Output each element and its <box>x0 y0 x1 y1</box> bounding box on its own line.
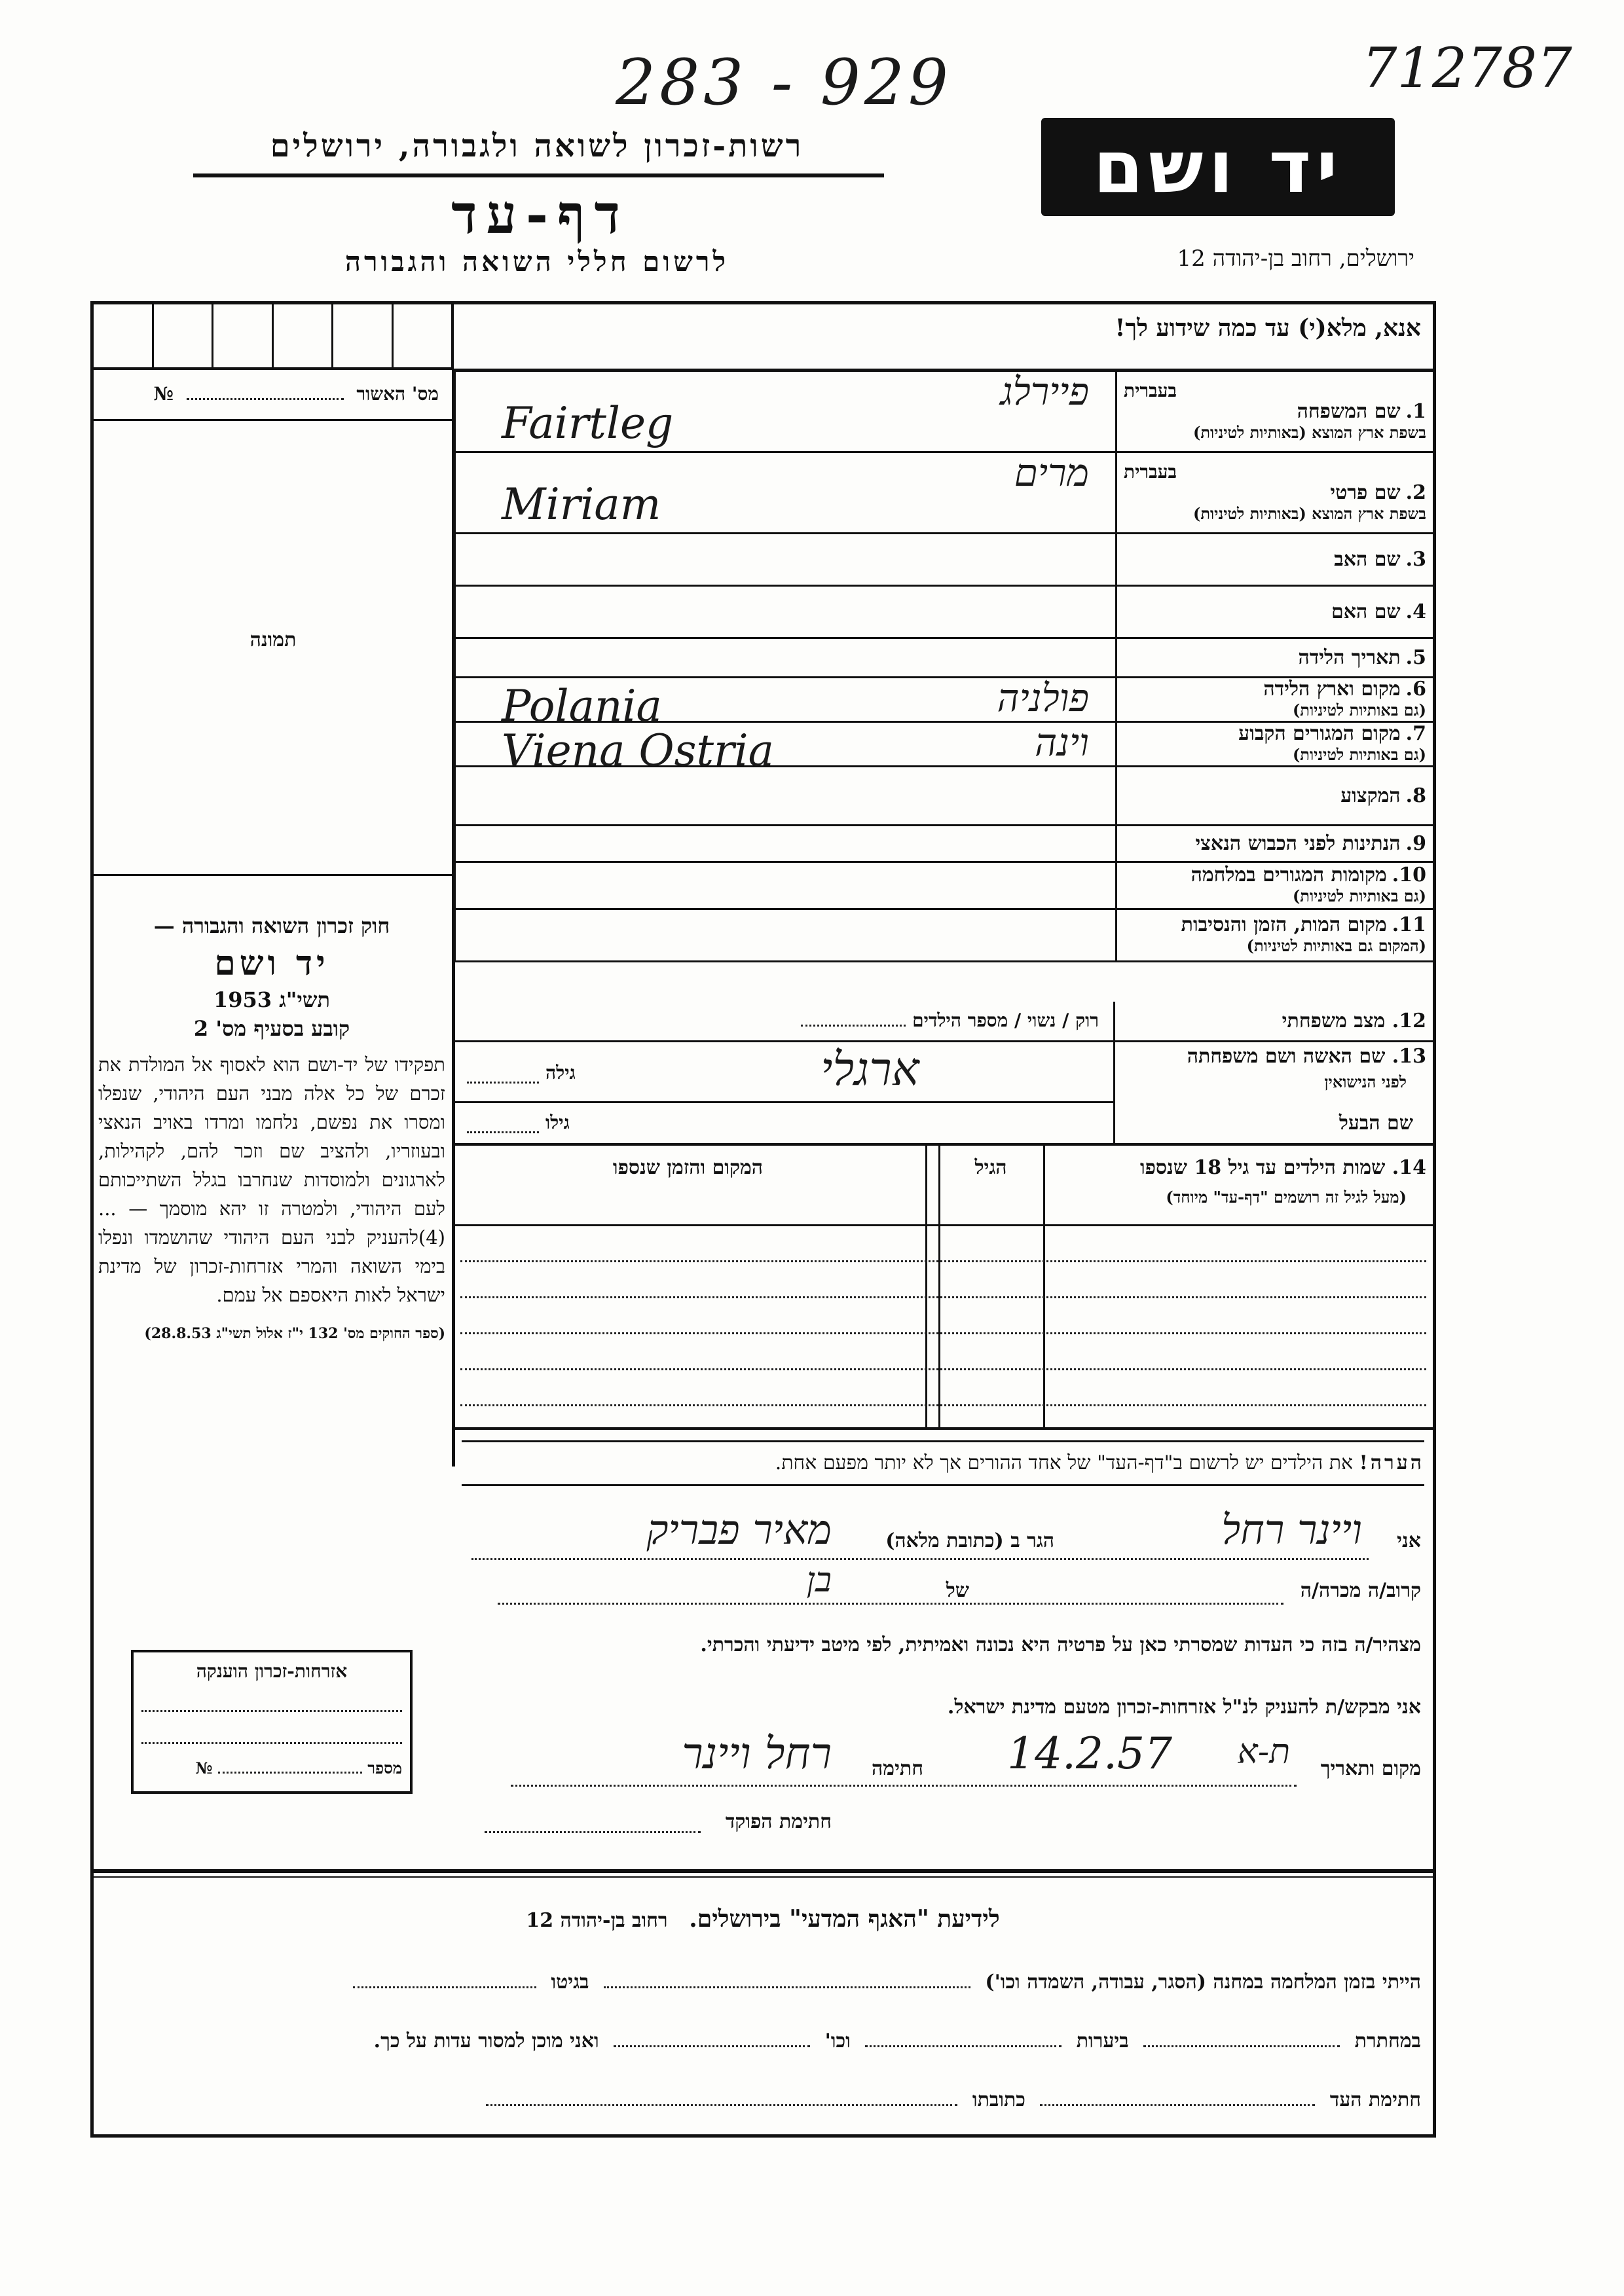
field-7-label-cell <box>1116 722 1434 767</box>
citizenship-number-field[interactable] <box>218 1772 362 1774</box>
field-10-num: 10. <box>1392 863 1426 886</box>
officer-signature-field[interactable] <box>485 1831 701 1833</box>
field-11-label-cell <box>1116 909 1434 962</box>
field-6-value-cell[interactable] <box>455 676 1116 731</box>
marital-status-options[interactable]: רוק / נשוי / מספר הילדים <box>912 1010 1099 1031</box>
field-2-value-hebrew[interactable]: מרים <box>1014 450 1089 495</box>
note-box <box>462 1440 1424 1486</box>
signature-label: חתימה <box>872 1757 923 1780</box>
field-row-3 <box>455 534 1434 586</box>
child-row-4[interactable] <box>460 1368 1426 1370</box>
field-row-9 <box>455 826 1434 862</box>
footer-witness-address-field[interactable] <box>486 2104 957 2106</box>
footer-divider-2 <box>94 1876 1433 1878</box>
field-3-value-cell[interactable] <box>455 534 1116 586</box>
field-10-sub: (גם באותיות לטיניות) <box>1292 886 1426 905</box>
date-value[interactable]: 14.2.57 <box>1007 1728 1172 1779</box>
field-9-label: הנתינות לפני הכבוש הנאצי <box>1195 831 1401 855</box>
children-bottom-line <box>454 1427 1433 1430</box>
children-col-line-3 <box>1043 1146 1045 1427</box>
field-11-sub: (המקום גם באותיות לטיניות) <box>1246 936 1426 955</box>
approval-number-field[interactable] <box>187 398 344 400</box>
field-5-label-cell <box>1116 638 1434 678</box>
field-row-6 <box>455 678 1434 722</box>
photo-label: תמונה <box>249 629 297 651</box>
field-2-label: שם פרטי <box>1330 481 1401 504</box>
yad-vashem-logo <box>1041 118 1395 216</box>
declaration-line-1 <box>471 1506 1421 1565</box>
fields-table <box>454 370 1435 962</box>
children-age-col: הגיל <box>974 1156 1007 1179</box>
field-10-label: מקומות המגורים במלחמה <box>1190 863 1387 886</box>
husband-row <box>454 1105 1433 1146</box>
citizenship-box <box>131 1650 413 1794</box>
child-row-5[interactable] <box>460 1404 1426 1406</box>
field-7-sub: (גם באותיות לטיניות) <box>1292 744 1426 764</box>
field-12-label: מצב משפחתי <box>1282 1010 1386 1032</box>
law-section: קובע בסעיף מס' 2 <box>193 1016 350 1041</box>
row-13-underline <box>454 1101 1115 1103</box>
footer-camp-field[interactable] <box>604 1986 970 1988</box>
footer-etc-label: וכו' <box>824 2030 851 2052</box>
field-1-label: שם המשפחה <box>1297 399 1401 423</box>
decl-address-label: הגר ב (כתובת מלאה) <box>885 1529 1054 1552</box>
footer-underground-field[interactable] <box>1143 2045 1340 2047</box>
field-2-value-cell[interactable] <box>455 452 1116 534</box>
citizenship-no-mark: № <box>195 1758 213 1777</box>
field-9-value-cell[interactable] <box>455 826 1116 862</box>
law-block <box>98 913 445 1342</box>
footer-witness-address-label: כתובתו <box>972 2088 1025 2111</box>
children-col-line-2 <box>925 1146 927 1427</box>
field-1-sub: בשפת ארץ המוצא (באותיות לטיניות) <box>1193 422 1426 442</box>
field-7-value-cell[interactable] <box>455 720 1116 776</box>
approval-row <box>111 383 439 405</box>
row-13 <box>454 1042 1433 1101</box>
field-14-num: 14. <box>1392 1156 1426 1179</box>
footer-forests-label: ביערות <box>1076 2030 1129 2052</box>
field-8-num: 8. <box>1405 784 1426 807</box>
decl-prefix: אני <box>1397 1529 1421 1552</box>
law-name: יד ושם <box>214 943 329 983</box>
footer-witness-signature-field[interactable] <box>1040 2104 1315 2106</box>
declarant-name[interactable]: ויינר רחל <box>1221 1506 1362 1554</box>
note-text: את הילדים יש לרשום ב"דף-העד" של אחד ההורים אך לא יותר מפעם אחת. <box>775 1451 1354 1474</box>
field-9-label-cell <box>1116 826 1434 862</box>
field-5-value-cell[interactable] <box>455 638 1116 678</box>
field-1-num: 1. <box>1405 399 1426 423</box>
children-col-line-1 <box>938 1146 940 1427</box>
logo-text: יד ושם <box>1093 125 1343 209</box>
field-3-num: 3. <box>1405 547 1426 571</box>
header-address: ירושלים, רחוב בן-יהודה 12 <box>1177 246 1414 272</box>
field-4-num: 4. <box>1405 600 1426 623</box>
footer-title: לידיעת "האגף המדעי" בירושלים. <box>689 1905 1000 1933</box>
citizenship-line-2[interactable] <box>141 1715 402 1744</box>
child-row-2[interactable] <box>460 1296 1426 1298</box>
field-7-num: 7. <box>1405 721 1426 745</box>
footer-title-row <box>105 1905 1421 1933</box>
field-1-value-cell[interactable] <box>455 371 1116 452</box>
photo-box-separator <box>94 419 452 421</box>
children-header-line <box>454 1224 1433 1226</box>
law-title: חוק זכרון השואה והגבורה — <box>153 913 390 938</box>
field-2-sub: בשפת ארץ המוצא (באותיות לטיניות) <box>1193 503 1426 523</box>
field-12-num: 12. <box>1392 1010 1426 1032</box>
field-3-label-cell <box>1116 534 1434 586</box>
field-13-value[interactable]: ארגלי <box>821 1042 919 1096</box>
authority-name: רשות-זכרון לשואה ולגבורה, ירושלים <box>270 128 804 164</box>
footer-testimony-text: ואני מוכן למסור עדות על כך. <box>373 2030 599 2052</box>
field-11-num: 11. <box>1392 913 1426 936</box>
footer-line-2 <box>105 2030 1421 2052</box>
footer-forests-field[interactable] <box>865 2045 1061 2047</box>
field-5-num: 5. <box>1405 646 1426 669</box>
field-10-value-cell[interactable] <box>455 862 1116 909</box>
children-section <box>454 1146 1433 1427</box>
archive-number-right: 712787 <box>1362 36 1572 100</box>
citizenship-line-1[interactable] <box>141 1683 402 1712</box>
law-publication: (ספר החוקים מס' 132 י"ז אלול תשי"ג 28.8.53) <box>144 1325 445 1342</box>
field-1-label-cell <box>1116 371 1434 452</box>
footer-witness-signature-label: חתימת העד <box>1329 2088 1421 2111</box>
field-14-sub: (מעל לגיל זה רושמים "דף-עד" מיוחד) <box>1166 1188 1407 1207</box>
field-row-1 <box>455 371 1434 412</box>
footer-ghetto-field[interactable] <box>353 1986 536 1988</box>
children-count-field[interactable] <box>801 1025 906 1027</box>
officer-signature-label: חתימת הפוקד <box>725 1810 832 1833</box>
declarant-address[interactable]: מאיר פבריק <box>646 1506 832 1554</box>
field-1-value-hebrew[interactable]: פיירלג <box>1000 369 1089 414</box>
field-2-label-cell <box>1116 452 1434 534</box>
declaration-line-2 <box>471 1561 1421 1611</box>
law-text: תפקידו של יד-ושם הוא לאסוף אל המולדת את זכרם של כל אלה מבני העם היהודי, שנפלו ומסרו את נפשם, נלחמו ומרדו באויב הנאצי ובעוזריו, ולהציב שם וזכר להם, לקהילות, לארגונים ולמוסדות שנחרבו בגלל השתייכותם לעם היהודי, ולמטרה זו יהא מוסמך — ...(4)להעניק לבני העם היהודי שהושמדו ונפלו בימי השואה והמרי אזרחות-זכרון של מדינת ישראל לאות היאספם אל עמם. <box>98 1053 445 1306</box>
field-6-value-latin[interactable]: Polania <box>502 681 662 731</box>
footer-camp-text: הייתי בזמן המלחמה במחנה (הסגר, עבודה, השמדה וכו') <box>985 1971 1421 1994</box>
field-4-label-cell <box>1116 586 1434 638</box>
field-13-label: שם האשה ושם משפחתה <box>1187 1045 1386 1068</box>
field-8-value-cell[interactable] <box>455 767 1116 826</box>
form-title: דף-עד <box>451 183 629 246</box>
approval-no-mark: № <box>153 383 174 405</box>
field-row-8 <box>455 767 1434 826</box>
field-6-value-hebrew[interactable]: פולניה <box>997 676 1089 720</box>
approval-label: מס' האשור <box>356 383 439 405</box>
officer-signature-row <box>471 1810 1421 1843</box>
footer-divider <box>94 1869 1433 1873</box>
field-8-label: המקצוע <box>1340 784 1401 807</box>
field-11-value-cell[interactable] <box>455 909 1116 962</box>
field-10-label-cell <box>1116 862 1434 909</box>
footer-address: רחוב בן-יהודה 12 <box>526 1909 668 1932</box>
form-subtitle: לרשום חללי השואה והגבורה <box>344 246 729 278</box>
authority-underline <box>193 173 884 177</box>
field-6-label-cell <box>1116 678 1434 722</box>
citizenship-box-title: אזרחות-זכרון הוענקה <box>196 1660 348 1682</box>
place-value[interactable]: ת-א <box>1237 1732 1290 1772</box>
husband-label: שם הבעל <box>1338 1112 1413 1135</box>
field-row-10 <box>455 862 1434 909</box>
wife-age-label: גילה <box>545 1062 576 1084</box>
place-date-label: מקום ותאריך <box>1320 1757 1421 1780</box>
office-code-boxes <box>94 304 454 370</box>
field-13-num: 13. <box>1392 1045 1426 1068</box>
children-place-col: המקום והזמן שנספו <box>612 1156 764 1179</box>
footer-line-1 <box>105 1971 1421 1994</box>
field-1-value-latin[interactable]: Fairtleg <box>502 398 674 448</box>
field-2-num: 2. <box>1405 481 1426 504</box>
field-1-tag: בעברית <box>1124 379 1177 401</box>
wife-age-field[interactable] <box>467 1082 539 1084</box>
footer-line-3 <box>105 2088 1421 2111</box>
child-row-1[interactable] <box>460 1260 1426 1262</box>
field-7-label: מקום המגורים הקבוע <box>1238 721 1401 745</box>
field-11-label: מקום המות, הזמן והנסיבות <box>1181 913 1387 936</box>
field-13-sub: לפני הנישואין <box>1324 1072 1407 1091</box>
citizenship-no-label: מספר <box>367 1758 402 1777</box>
field-row-11 <box>455 909 1434 962</box>
footer-ghetto-label: בגיטו <box>551 1971 589 1994</box>
field-2-value-latin[interactable]: Miriam <box>502 479 661 530</box>
field-5-label: תאריך הלידה <box>1298 646 1401 669</box>
declaration-sign-row <box>471 1728 1421 1787</box>
law-year: תשי"ג 1953 <box>213 987 330 1012</box>
husband-age-field[interactable] <box>467 1131 539 1133</box>
field-6-label: מקום וארץ הלידה <box>1263 677 1401 701</box>
footer-etc-field[interactable] <box>614 2045 810 2047</box>
field-6-num: 6. <box>1405 677 1426 701</box>
field-4-label: שם האם <box>1331 600 1401 623</box>
decl-relation-value[interactable]: בן <box>806 1561 832 1600</box>
field-row-2 <box>455 452 1434 493</box>
signature-value[interactable]: רחל ויינר <box>682 1728 832 1779</box>
field-4-value-cell[interactable] <box>455 586 1116 638</box>
decl-relation-label: קרוב/ה מכרה/ה <box>1300 1579 1421 1602</box>
footer-underground-label: במחתרת <box>1354 2030 1421 2052</box>
child-row-3[interactable] <box>460 1332 1426 1334</box>
instruction-text: אנא, מלא(י) עד כמה שידוע לך! <box>1115 314 1421 342</box>
note-label: הערה! <box>1359 1451 1424 1474</box>
field-row-5 <box>455 638 1434 678</box>
field-row-7 <box>455 722 1434 767</box>
field-7-value-latin[interactable]: Viena Ostria <box>502 725 775 776</box>
decl-of-label: של <box>946 1579 969 1602</box>
field-7-value-hebrew[interactable]: וינה <box>1035 720 1089 765</box>
archive-number-left: 283 - 929 <box>616 46 952 119</box>
field-8-label-cell <box>1116 767 1434 826</box>
field-14-label: שמות הילדים עד גיל 18 שנספו <box>1139 1156 1386 1179</box>
field-2-tag: בעברית <box>1124 460 1177 483</box>
declaration-line-3: מצהיר/ה בזה כי העדות שמסרתי כאן על פרטיה היא נכונה ואמיתית, לפי מיטב ידיעתי והכרתי. <box>700 1633 1421 1656</box>
field-9-num: 9. <box>1405 831 1426 855</box>
photo-box-bottom <box>94 874 452 876</box>
field-row-4 <box>455 586 1434 638</box>
field-3-label: שם האב <box>1334 547 1401 571</box>
field-6-sub: (גם באותיות לטיניות) <box>1292 700 1426 720</box>
row-12 <box>454 1002 1433 1042</box>
husband-age-label: גילו <box>545 1112 570 1133</box>
declaration-line-4: אני מבקש/ת להעניק לנ"ל אזרחות-זכרון מטעם מדינת ישראל. <box>947 1696 1421 1719</box>
